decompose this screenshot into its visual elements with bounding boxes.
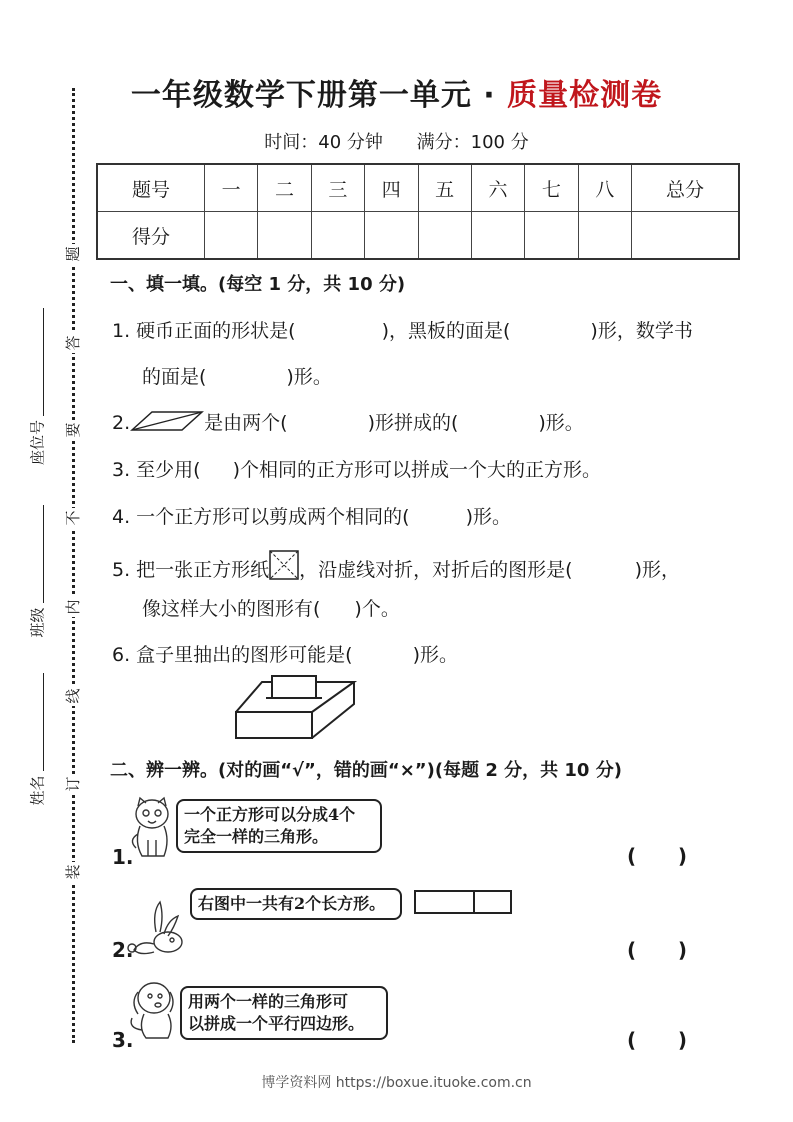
score-label: 得分: [97, 212, 205, 260]
cat-icon: [128, 796, 176, 860]
class-line[interactable]: [43, 505, 44, 603]
answer-paren-3[interactable]: [627, 1028, 687, 1052]
answer-paren-2[interactable]: [627, 938, 687, 962]
q2-number: 2.: [112, 412, 131, 434]
question-1-cont: [142, 362, 332, 389]
margin-char: 装: [63, 862, 83, 882]
q5-text: )形，: [634, 559, 681, 581]
margin-char: 题: [63, 244, 83, 264]
paren-close: ): [677, 938, 687, 962]
question-4: [112, 502, 511, 529]
paren-close: ): [677, 1028, 687, 1052]
score-cell[interactable]: [418, 212, 471, 260]
rabbit-icon: [126, 900, 192, 956]
header-cell: 四: [365, 164, 418, 212]
header-cell: 八: [578, 164, 631, 212]
bubble-text: 右图中一共有2个长方形。: [198, 894, 386, 913]
judge-item-2-number: 2.: [112, 938, 134, 962]
parallelogram-icon: [130, 410, 204, 432]
paren-open: (: [627, 938, 637, 962]
score-cell[interactable]: [632, 212, 740, 260]
dog-icon: [126, 980, 182, 1042]
question-1: [112, 316, 693, 343]
q5-text: 5. 把一张正方形纸: [112, 559, 270, 581]
q3-text: 3. 至少用(: [112, 459, 201, 481]
page-title: [0, 70, 793, 114]
name-label: 姓名: [28, 775, 47, 806]
seat-number-label: 座位号: [28, 420, 47, 466]
score-cell[interactable]: [471, 212, 524, 260]
q3-text: )个相同的正方形可以拼成一个大的正方形。: [232, 459, 602, 481]
score-table-header-row: [97, 164, 739, 212]
q1-text: )形。: [286, 366, 332, 388]
header-cell: 二: [258, 164, 311, 212]
score-cell[interactable]: [205, 212, 258, 260]
bubble-text: 一个正方形可以分成4个: [184, 805, 356, 824]
q2-text: )形。: [538, 412, 584, 434]
name-line[interactable]: [43, 673, 44, 771]
header-cell: 七: [525, 164, 578, 212]
q2-text: 是由两个(: [204, 412, 288, 434]
bubble-text: 以拼成一个平行四边形。: [188, 1014, 365, 1033]
question-5-cont: [142, 594, 400, 621]
header-cell: 题号: [97, 164, 205, 212]
class-label: 班级: [28, 607, 47, 638]
header-cell: 六: [471, 164, 524, 212]
exam-info: [0, 128, 793, 154]
question-5: [112, 550, 680, 582]
header-cell: 总分: [632, 164, 740, 212]
section2-heading: 二、辨一辨。(对的画“√”，错的画“×”)(每题 2 分，共 10 分): [110, 760, 622, 781]
q1-text: 1. 硬币正面的形状是(: [112, 320, 296, 342]
paren-open: (: [627, 1028, 637, 1052]
header-cell: 五: [418, 164, 471, 212]
margin-char: 线: [63, 686, 83, 706]
q5-text: )个。: [354, 598, 400, 620]
judge-item-1-number: 1.: [112, 845, 134, 869]
question-3: [112, 455, 601, 482]
score-cell[interactable]: [311, 212, 364, 260]
header-cell: 一: [205, 164, 258, 212]
q6-text: )形。: [412, 644, 459, 666]
score-table: [96, 163, 740, 260]
q6-text: 6. 盒子里抽出的图形可能是(: [112, 644, 353, 666]
q5-text: 像这样大小的图形有(: [142, 598, 321, 620]
answer-paren-1[interactable]: [627, 844, 687, 868]
score-cell[interactable]: [258, 212, 311, 260]
time-limit: 时间：40 分钟: [264, 132, 383, 153]
bubble-text: 完全一样的三角形。: [184, 827, 329, 846]
judge-item-3-bubble: [180, 986, 388, 1040]
paren-open: (: [627, 844, 637, 868]
header-cell: 三: [311, 164, 364, 212]
score-cell[interactable]: [578, 212, 631, 260]
q1-text: 的面是(: [142, 366, 207, 388]
title-highlight: 质量检测卷: [507, 78, 663, 113]
margin-char: 要: [63, 420, 83, 440]
q5-text: ，沿虚线对折，对折后的图形是(: [299, 559, 573, 581]
seat-number-line[interactable]: [43, 308, 44, 416]
full-score: 满分：100 分: [416, 132, 529, 153]
q2-text: )形拼成的(: [367, 412, 459, 434]
margin-char: 内: [63, 597, 83, 617]
margin-char: 不: [63, 508, 83, 528]
margin-char: 答: [63, 333, 83, 353]
q1-text: )形，数学书: [590, 320, 693, 342]
question-2: [112, 408, 584, 435]
q1-text: )，黑板的面是(: [381, 320, 511, 342]
tissue-box-icon: [234, 674, 360, 740]
binding-line: [72, 88, 75, 1043]
judge-item-3-number: 3.: [112, 1028, 134, 1052]
q4-text: 4. 一个正方形可以剪成两个相同的(: [112, 506, 410, 528]
margin-char: 订: [63, 774, 83, 794]
folded-square-icon: [269, 550, 299, 580]
bubble-text: 用两个一样的三角形可: [188, 992, 349, 1011]
section1-heading: 一、填一填。(每空 1 分，共 10 分): [110, 274, 406, 295]
judge-item-1-bubble: [176, 799, 382, 853]
paren-close: ): [677, 844, 687, 868]
question-6: [112, 640, 458, 667]
footer-watermark: 博学资料网 https://boxue.ituoke.com.cn: [261, 1075, 532, 1091]
score-cell[interactable]: [365, 212, 418, 260]
score-cell[interactable]: [525, 212, 578, 260]
score-table-score-row: [97, 212, 739, 260]
judge-item-2-bubble: [190, 888, 402, 920]
two-rectangles-figure: [414, 890, 512, 914]
q4-text: )形。: [465, 506, 512, 528]
title-main: 一年级数学下册第一单元 ·: [130, 78, 508, 113]
